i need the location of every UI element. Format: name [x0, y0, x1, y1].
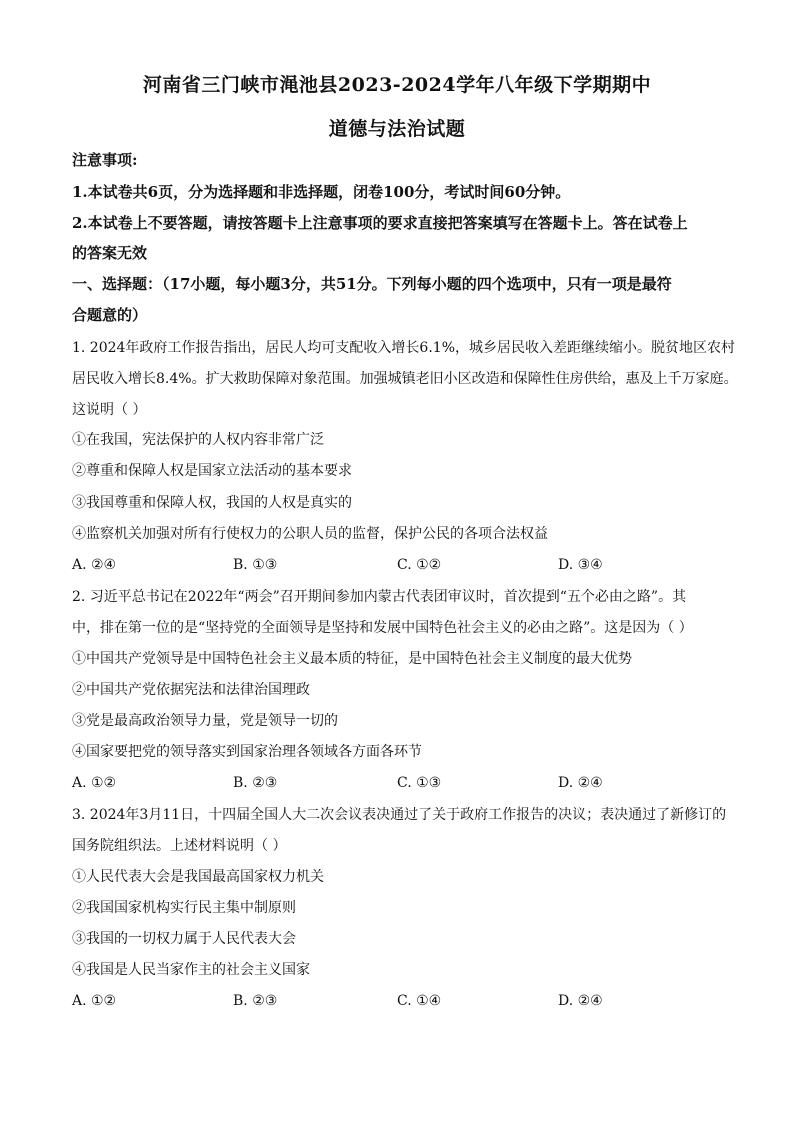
exam-title: 河南省三门峡市渑池县2023-2024学年八年级下学期期中 — [142, 74, 652, 96]
question-stem-line: 2. 习近平总书记在2022年“两会”召开期间参加内蒙古代表团审议时，首次提到“五个必由之路”。其 — [72, 589, 687, 605]
statement-3: ③我国的一切权力属于人民代表大会 — [72, 931, 296, 947]
statement-1: ①在我国，宪法保护的人权内容非常广泛 — [72, 432, 324, 448]
option-a[interactable]: A. ①② — [72, 775, 117, 791]
option-d[interactable]: D. ②④ — [558, 775, 603, 791]
option-c[interactable]: C. ①② — [397, 557, 442, 573]
section-heading-line-2: 合题意的） — [72, 306, 148, 324]
statement-4: ④国家要把党的领导落实到国家治理各领域各方面各环节 — [72, 744, 422, 760]
option-a[interactable]: A. ②④ — [72, 557, 117, 573]
statement-4: ④监察机关加强对所有行使权力的公职人员的监督，保护公民的各项合法权益 — [72, 526, 548, 542]
statement-1: ①中国共产党领导是中国特色社会主义最本质的特征，是中国特色社会主义制度的最大优势 — [72, 651, 632, 667]
option-b[interactable]: B. ①③ — [233, 557, 278, 573]
statement-3: ③党是最高政治领导力量，党是领导一切的 — [72, 713, 338, 729]
option-b[interactable]: B. ②③ — [233, 775, 278, 791]
notice-item-1: 1.本试卷共6页，分为选择题和非选择题，闭卷100分，考试时间60分钟。 — [72, 183, 571, 201]
statement-2: ②中国共产党依据宪法和法律治国理政 — [72, 682, 310, 698]
section-heading-line-1: 一、选择题：（17小题，每小题3分，共51分。下列每小题的四个选项中，只有一项是最符 — [72, 275, 672, 293]
notice-item-2-line-2: 的答案无效 — [72, 244, 148, 262]
option-c[interactable]: C. ①③ — [397, 775, 442, 791]
question-stem-line: 中，排在第一位的是“坚持党的全面领导是坚持和发展中国特色社会主义的必由之路”。这是因为（ ） — [72, 620, 693, 636]
statement-2: ②我国国家机构实行民主集中制原则 — [72, 900, 296, 916]
option-c[interactable]: C. ①④ — [397, 993, 442, 1009]
question-stem-line: 1. 2024年政府工作报告指出，居民人均可支配收入增长6.1%，城乡居民收入差距继续缩小。脱贫地区农村 — [72, 340, 736, 356]
option-d[interactable]: D. ③④ — [558, 557, 603, 573]
option-b[interactable]: B. ②③ — [233, 993, 278, 1009]
option-d[interactable]: D. ②④ — [558, 993, 603, 1009]
option-a[interactable]: A. ①② — [72, 993, 117, 1009]
exam-subtitle: 道德与法治试题 — [328, 118, 466, 140]
statement-4: ④我国是人民当家作主的社会主义国家 — [72, 962, 310, 978]
statement-1: ①人民代表大会是我国最高国家权力机关 — [72, 869, 324, 885]
notice-item-2-line-1: 2.本试卷上不要答题，请按答题卡上注意事项的要求直接把答案填写在答题卡上。答在试卷上 — [72, 214, 688, 232]
question-stem-line: 国务院组织法。上述材料说明（ ） — [72, 838, 287, 854]
question-stem-line: 居民收入增长8.4%。扩大救助保障对象范围。加强城镇老旧小区改造和保障性住房供给，惠及上千万家庭。 — [72, 371, 738, 387]
question-stem-line: 这说明（ ） — [72, 402, 147, 418]
statement-2: ②尊重和保障人权是国家立法活动的基本要求 — [72, 463, 352, 479]
notice-heading: 注意事项: — [72, 151, 138, 169]
statement-3: ③我国尊重和保障人权，我国的人权是真实的 — [72, 495, 352, 511]
question-stem-line: 3. 2024年3月11日，十四届全国人大二次会议表决通过了关于政府工作报告的决议；表决通过了新修订的 — [72, 807, 727, 823]
